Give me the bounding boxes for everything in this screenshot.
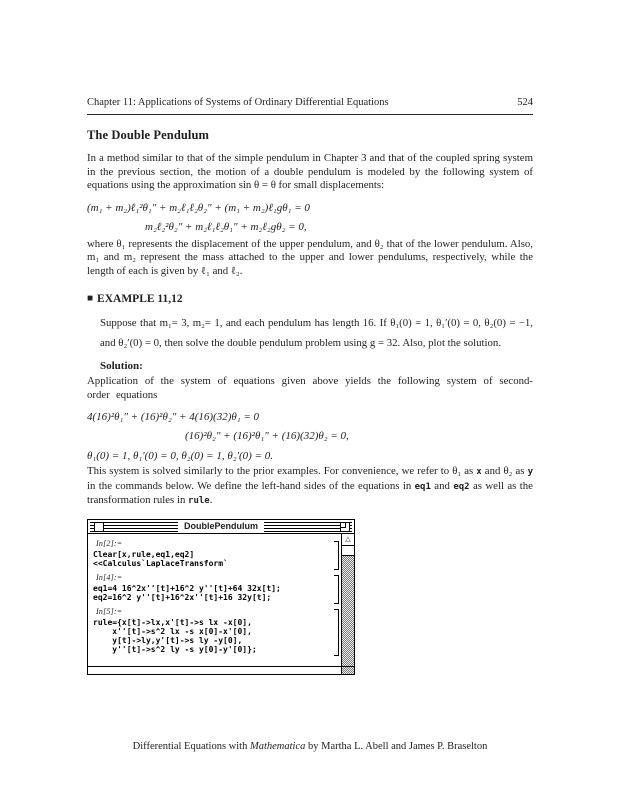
inline-code: eq1 — [414, 481, 431, 492]
scrollbar-thumb[interactable] — [342, 546, 354, 556]
example-heading-label: EXAMPLE 11,12 — [97, 293, 183, 305]
example-statement: Suppose that m₁= 3, m₂= 1, and each pendulum has length 16. If θ₁(0) = 1, θ₁′(0) = 0, θ₂(0) = −1, and θ₂′(0) = 0, then solve the double pendulum problem using g = 32. Also, plot the solution. — [100, 317, 533, 349]
vertical-scrollbar[interactable] — [341, 534, 354, 666]
book-title: Mathematica — [249, 740, 306, 752]
cell-input-label: In[5]:= — [96, 606, 123, 616]
window-titlebar[interactable] — [88, 520, 354, 534]
notebook-cells — [88, 534, 341, 666]
scroll-up-icon[interactable]: △ — [342, 534, 354, 546]
closing-text: as well as the transformation rules in — [87, 479, 533, 506]
closing-text: in the commands below. We define the left-hand sides of the equations in — [87, 479, 415, 492]
code-line: Clear[x,rule,eq1,eq2] — [93, 549, 195, 559]
cell-input-label: In[2]:= — [96, 538, 123, 548]
cell-input-label: In[4]:= — [96, 572, 123, 582]
inline-code: y — [527, 467, 533, 477]
notebook-cell — [93, 607, 341, 656]
code-line: y''[t]->s^2 ly -s y[0]-y'[0]}; — [93, 644, 257, 654]
closing-text: This system is solved similarly to the prior examples. For convenience, we refer to θ₁ as — [87, 465, 477, 477]
solution-intro-paragraph: Application of the system of equations given above yields the following system of second-order equations — [87, 375, 533, 401]
close-box-icon[interactable] — [94, 522, 104, 532]
system-equations — [87, 202, 533, 233]
notebook-cell — [93, 539, 341, 570]
page-footer — [87, 741, 533, 752]
section-title: The Double Pendulum — [87, 128, 210, 142]
inline-code: eq2 — [453, 481, 470, 492]
closing-paragraph — [87, 465, 533, 509]
book-page — [87, 0, 533, 752]
closing-text: and θ₂ as — [481, 465, 528, 477]
notebook-content — [88, 534, 354, 666]
zoom-box-icon[interactable] — [340, 522, 350, 532]
code-line: <<Calculus`LaplaceTransform` — [93, 558, 228, 568]
cell-bracket[interactable] — [334, 575, 339, 604]
cell-bracket[interactable] — [334, 541, 339, 570]
window-title: DoublePendulum — [178, 520, 264, 533]
scrollbar-track[interactable] — [342, 556, 354, 666]
code-line: x''[t]->s^2 lx -s x[0]-x'[0], — [93, 626, 252, 636]
equation-line: 4(16)²θ₁″ + (16)²θ₂″ + 4(16)(32)θ₁ = 0 — [87, 411, 260, 423]
closing-text: . — [209, 494, 213, 506]
solution-label: Solution: — [100, 360, 143, 372]
page-number: 524 — [517, 97, 533, 108]
footer-text: by Martha L. Abell and James P. Braselton — [305, 740, 488, 752]
explanation-paragraph: where θ₁ represents the displacement of the upper pendulum, and θ₂ that of the lower pendulum. Also, m₁ and m₂ represent the mass attached to the upper and lower pendulums, respectively, while the length of each is given by ℓ₁ and ℓ₂. — [87, 237, 533, 277]
footer-text: Differential Equations with — [132, 740, 250, 752]
inline-code: x — [476, 467, 482, 477]
chapter-title: Chapter 11: Applications of Systems of Ordinary Differential Equations — [87, 97, 389, 108]
code-line: eq2=16^2 y''[t]+16^2x''[t]+16 32y[t]; — [93, 592, 272, 602]
initial-conditions: θ₁(0) = 1, θ₁′(0) = 0, θ₂(0) = 1, θ₂′(0) = 0. — [87, 450, 273, 462]
solution-equations — [87, 411, 533, 442]
closing-text: and — [430, 479, 454, 492]
cell-bracket[interactable] — [334, 609, 339, 656]
code-line: eq1=4 16^2x''[t]+16^2 y''[t]+64 32x[t]; — [93, 583, 281, 593]
equation-line: (16)²θ₂″ + (16)²θ₁″ + (16)(32)θ₂ = 0, — [185, 430, 349, 442]
square-bullet-icon: ■ — [87, 293, 94, 304]
equation-line: (m₁ + m₂)ℓ₁²θ₁″ + m₂ℓ₁ℓ₂θ₂″ + (m₁ + m₂)ℓ₁gθ₁ = 0 — [87, 201, 310, 214]
notebook-window — [87, 519, 355, 675]
code-line: rule={x[t]->lx,x'[t]->s lx -x[0], — [93, 617, 252, 627]
inline-code: rule — [188, 496, 210, 506]
notebook-cell — [93, 573, 341, 604]
intro-paragraph: In a method similar to that of the simple pendulum in Chapter 3 and that of the coupled spring system in the previous section, the motion of a double pendulum is modeled by the following system of equations using the approximation sin θ = θ for small displacements: — [87, 152, 533, 191]
code-line: y[t]->ly,y'[t]->s ly -y[0], — [93, 635, 243, 645]
resize-grip[interactable] — [341, 667, 354, 674]
example-heading — [87, 293, 533, 305]
window-bottom-bar — [88, 666, 354, 674]
equation-line: m₂ℓ₂²θ₂″ + m₂ℓ₁ℓ₂θ₁″ + m₂ℓ₂gθ₂ = 0, — [145, 220, 307, 233]
running-header — [87, 97, 533, 115]
